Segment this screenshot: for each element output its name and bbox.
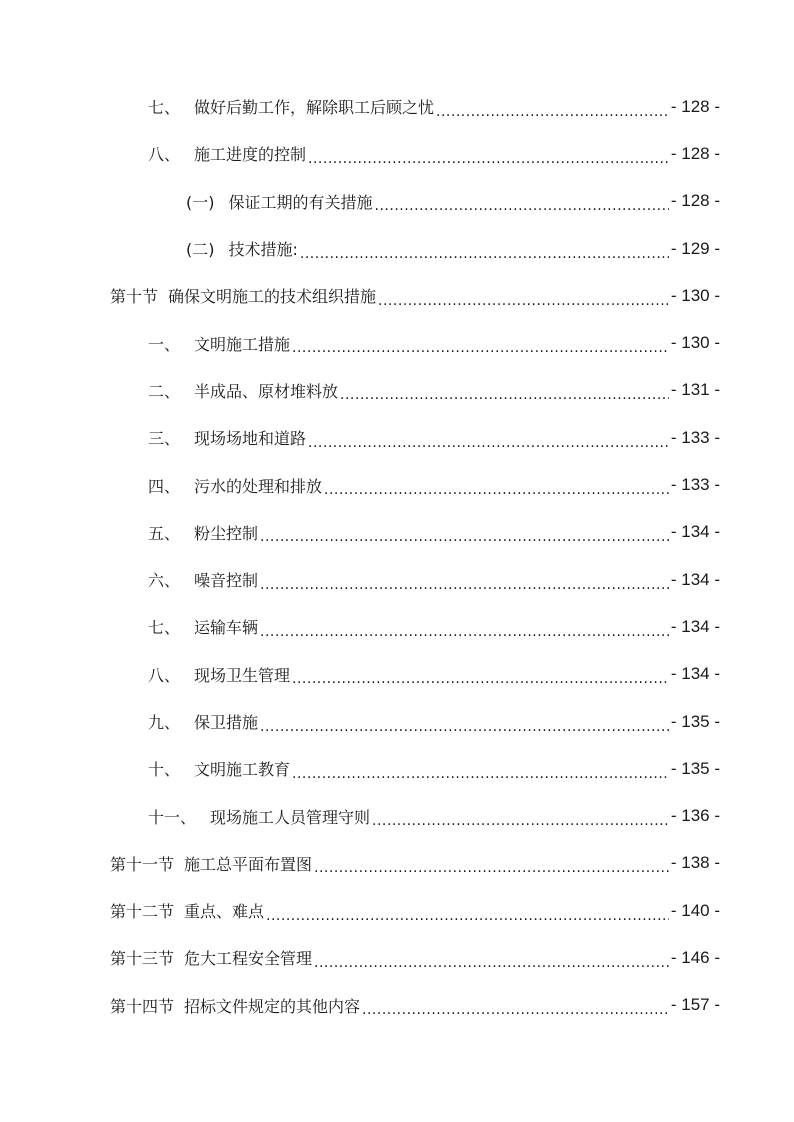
- toc-entry-number: 十、: [148, 760, 181, 780]
- toc-entry[interactable]: [0, 982, 794, 1029]
- toc-entry[interactable]: [0, 414, 794, 461]
- toc-entry-label: [0, 284, 376, 307]
- toc-entry-title: 污水的处理和排放: [194, 476, 323, 496]
- toc-entry-number: 第十二节: [110, 902, 175, 922]
- toc-entry-title: 现场卫生管理: [194, 665, 291, 685]
- toc-entry-page-number: - 134 -: [670, 569, 720, 589]
- toc-entry[interactable]: [0, 178, 794, 225]
- dot-leader: [260, 528, 669, 544]
- dot-leader: [292, 339, 669, 355]
- toc-entry-number: 第十四节: [110, 996, 175, 1016]
- dot-leader: [260, 623, 669, 639]
- toc-entry-page-number: - 130 -: [670, 285, 720, 305]
- toc-entry-number: (一): [186, 192, 215, 212]
- toc-entry-number: 八、: [148, 665, 181, 685]
- dot-leader: [266, 907, 669, 923]
- toc-entry-number: 六、: [148, 571, 181, 591]
- toc-entry[interactable]: [0, 792, 794, 839]
- toc-entry-page-number: - 134 -: [670, 616, 720, 636]
- toc-entry-label: [0, 615, 258, 638]
- dot-leader: [308, 434, 669, 450]
- toc-entry[interactable]: [0, 272, 794, 319]
- dot-leader: [308, 150, 669, 166]
- toc-entry-page-number: - 135 -: [670, 758, 720, 778]
- toc-entry-number: 第十三节: [110, 949, 175, 969]
- toc-entry-title: 确保文明施工的技术组织措施: [168, 287, 377, 307]
- toc-entry-page-number: - 146 -: [670, 947, 720, 967]
- toc-entry-page-number: - 128 -: [670, 191, 720, 211]
- toc-entry-label: [0, 379, 338, 402]
- toc-entry-label: [0, 757, 290, 780]
- toc-entry-number: (二): [186, 240, 215, 260]
- toc-entry-label: [0, 899, 264, 922]
- toc-entry-label: [0, 95, 434, 118]
- toc-entry-title: 技术措施:: [228, 240, 298, 260]
- toc-entry-label: [0, 237, 298, 260]
- toc-entry-page-number: - 136 -: [670, 806, 720, 826]
- toc-entry-title: 粉尘控制: [194, 523, 259, 543]
- dot-leader: [260, 718, 669, 734]
- dot-leader: [314, 859, 669, 875]
- toc-entry-number: 九、: [148, 713, 181, 732]
- toc-entry[interactable]: [0, 556, 794, 603]
- toc-entry-label: [0, 521, 258, 544]
- toc-entry-number: 第十节: [110, 287, 159, 307]
- dot-leader: [300, 245, 669, 261]
- toc-entry-title: 危大工程安全管理: [184, 949, 313, 969]
- toc-entry[interactable]: [0, 83, 794, 130]
- toc-entry-title: 施工进度的控制: [194, 145, 307, 165]
- toc-entry-number: 七、: [148, 618, 181, 638]
- dot-leader: [378, 292, 669, 308]
- toc-entry[interactable]: [0, 934, 794, 981]
- toc-entry-title: 保卫措施: [194, 713, 259, 732]
- toc-entry[interactable]: [0, 461, 794, 508]
- toc-entry-title: 半成品、原材堆料放: [194, 381, 339, 401]
- toc-entry-label: [0, 946, 312, 969]
- dot-leader: [314, 954, 669, 970]
- toc-entry-page-number: - 157 -: [670, 995, 720, 1015]
- toc-entry[interactable]: [0, 698, 794, 745]
- dot-leader: [362, 1001, 669, 1017]
- toc-entry-number: 四、: [148, 476, 181, 496]
- toc-entry-title: 噪音控制: [194, 571, 259, 591]
- toc-entry-number: 七、: [148, 98, 181, 118]
- toc-entry-page-number: - 140 -: [670, 900, 720, 920]
- toc-entry-label: [0, 805, 370, 828]
- toc-entry-label: [0, 852, 312, 875]
- toc-entry-label: [0, 142, 306, 165]
- toc-entry-number: 八、: [148, 145, 181, 165]
- dot-leader: [292, 670, 669, 686]
- toc-entry-label: [0, 663, 290, 686]
- dot-leader: [340, 386, 669, 402]
- toc-entry-page-number: - 135 -: [670, 711, 720, 731]
- toc-entry[interactable]: [0, 509, 794, 556]
- toc-entry-number: 二、: [148, 381, 181, 401]
- toc-entry-page-number: - 138 -: [670, 853, 720, 873]
- toc-entry[interactable]: [0, 225, 794, 272]
- toc-entry[interactable]: [0, 367, 794, 414]
- toc-entry-title: 重点、难点: [184, 902, 265, 922]
- toc-entry-page-number: - 134 -: [670, 522, 720, 542]
- toc-entry-label: [0, 994, 360, 1017]
- toc-entry-number: 三、: [148, 429, 181, 449]
- toc-entry-title: 文明施工教育: [194, 760, 291, 780]
- toc-entry-title: 现场场地和道路: [194, 429, 307, 449]
- toc-entry[interactable]: [0, 130, 794, 177]
- toc-entry-label: [0, 332, 290, 355]
- toc-entry-label: [0, 474, 322, 497]
- toc-entry-page-number: - 128 -: [670, 96, 720, 116]
- toc-entry[interactable]: [0, 840, 794, 887]
- toc-entry-label: [0, 568, 258, 591]
- toc-entry[interactable]: [0, 745, 794, 792]
- toc-entry-page-number: - 134 -: [670, 664, 720, 684]
- toc-entry-number: 十一、: [148, 807, 197, 827]
- toc-entry-number: 一、: [148, 334, 181, 354]
- dot-leader: [372, 812, 669, 828]
- toc-entry-page-number: - 133 -: [670, 427, 720, 447]
- toc-entry-page-number: - 133 -: [670, 475, 720, 495]
- toc-entry[interactable]: [0, 603, 794, 650]
- dot-leader: [436, 103, 669, 119]
- toc-entry[interactable]: [0, 319, 794, 366]
- toc-entry-page-number: - 131 -: [670, 380, 720, 400]
- toc-entry-label: [0, 426, 306, 449]
- toc-entry-page-number: - 129 -: [670, 238, 720, 258]
- toc-entry-number: 第十一节: [110, 854, 175, 874]
- toc-entry-title: 施工总平面布置图: [184, 854, 313, 874]
- toc-entry-title: 招标文件规定的其他内容: [184, 996, 361, 1016]
- toc-entry-number: 五、: [148, 523, 181, 543]
- toc-entry[interactable]: [0, 887, 794, 934]
- dot-leader: [324, 481, 669, 497]
- dot-leader: [260, 576, 669, 592]
- toc-entry-label: [0, 190, 373, 213]
- toc-entry-title: 现场施工人员管理守则: [210, 807, 371, 827]
- dot-leader: [375, 197, 669, 213]
- dot-leader: [292, 765, 669, 781]
- toc-entry-title: 运输车辆: [194, 618, 259, 638]
- toc-entry-title: 做好后勤工作，解除职工后顾之忧: [194, 98, 435, 118]
- toc-entry-page-number: - 128 -: [670, 143, 720, 163]
- toc-entry-page-number: - 130 -: [670, 333, 720, 353]
- toc-entry-title: 文明施工措施: [194, 334, 291, 354]
- table-of-contents: [0, 83, 794, 1029]
- toc-entry-label: [0, 710, 258, 733]
- toc-entry[interactable]: [0, 651, 794, 698]
- toc-entry-title: 保证工期的有关措施: [228, 192, 373, 212]
